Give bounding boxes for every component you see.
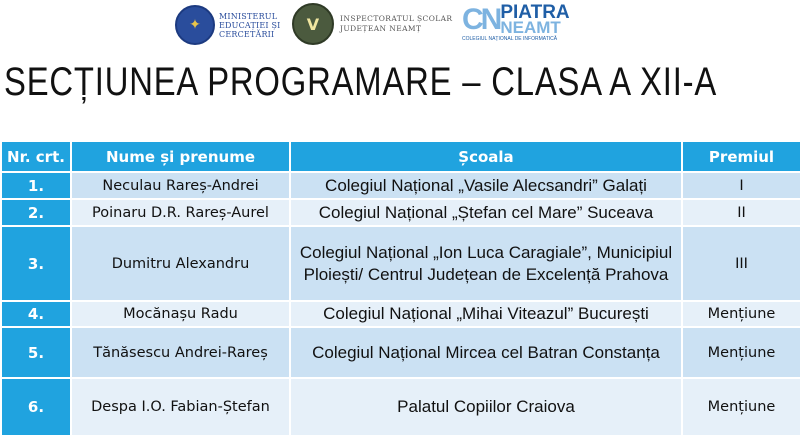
table-row	[1, 199, 800, 226]
row-number: 2.	[1, 199, 71, 226]
college-city-line1: PIATRA	[500, 2, 570, 23]
header-school: Școala	[290, 142, 682, 172]
row-number: 1.	[1, 172, 71, 199]
inspectorate-name: INSPECTORATUL ȘCOLAR JUDEȚEAN NEAMȚ	[340, 14, 453, 33]
prize: Mențiune	[682, 378, 800, 436]
table-row	[1, 301, 800, 327]
page-title: SECȚIUNEA PROGRAMARE – CLASA A XII-A	[4, 60, 718, 104]
row-number: 5.	[1, 327, 71, 378]
ministry-name: MINISTERUL EDUCAȚIEI ȘI CERCETĂRII	[219, 11, 281, 39]
table-row	[1, 226, 800, 301]
student-name: Neculau Rareș-Andrei	[71, 172, 290, 199]
prize: III	[682, 226, 800, 301]
header-nr: Nr. crt.	[1, 142, 71, 172]
inspectorate-logo	[292, 3, 452, 45]
college-subtitle: COLEGIUL NAȚIONAL DE INFORMATICĂ	[462, 36, 558, 42]
row-number: 6.	[1, 378, 71, 436]
student-name: Mocănașu Radu	[71, 301, 290, 327]
logo-bar	[0, 0, 800, 48]
school-name: Colegiul Național „Ștefan cel Mare” Suceava	[290, 199, 682, 226]
table-row	[1, 172, 800, 199]
school-name: Colegiul Național „Ion Luca Caragiale”, Municipiul Ploiești/ Centrul Județean de Excelență Prahova	[290, 226, 682, 301]
prize: II	[682, 199, 800, 226]
school-name: Colegiul Național Mircea cel Batran Constanța	[290, 327, 682, 378]
student-name: Dumitru Alexandru	[71, 226, 290, 301]
school-name: Colegiul Național „Vasile Alecsandri” Galați	[290, 172, 682, 199]
table-row	[1, 378, 800, 436]
ministry-logo	[175, 5, 281, 45]
student-name: Despa I.O. Fabian-Ștefan	[71, 378, 290, 436]
college-logo	[462, 2, 570, 42]
table-header-row	[1, 142, 800, 172]
header-prize: Premiul	[682, 142, 800, 172]
header-name: Nume și prenume	[71, 142, 290, 172]
results-table	[0, 142, 800, 437]
prize: Mențiune	[682, 301, 800, 327]
row-number: 4.	[1, 301, 71, 327]
prize: Mențiune	[682, 327, 800, 378]
row-number: 3.	[1, 226, 71, 301]
school-name: Palatul Copiilor Craiova	[290, 378, 682, 436]
college-city-line2: NEAMT	[500, 18, 561, 37]
student-name: Poinaru D.R. Rareș-Aurel	[71, 199, 290, 226]
school-name: Colegiul Național „Mihai Viteazul” București	[290, 301, 682, 327]
table-row	[1, 327, 800, 378]
student-name: Tănăsescu Andrei-Rareș	[71, 327, 290, 378]
coat-of-arms-icon: ✦	[175, 5, 215, 45]
inspectorate-emblem-icon: V	[292, 3, 334, 45]
prize: I	[682, 172, 800, 199]
college-mark: CN	[462, 3, 500, 36]
